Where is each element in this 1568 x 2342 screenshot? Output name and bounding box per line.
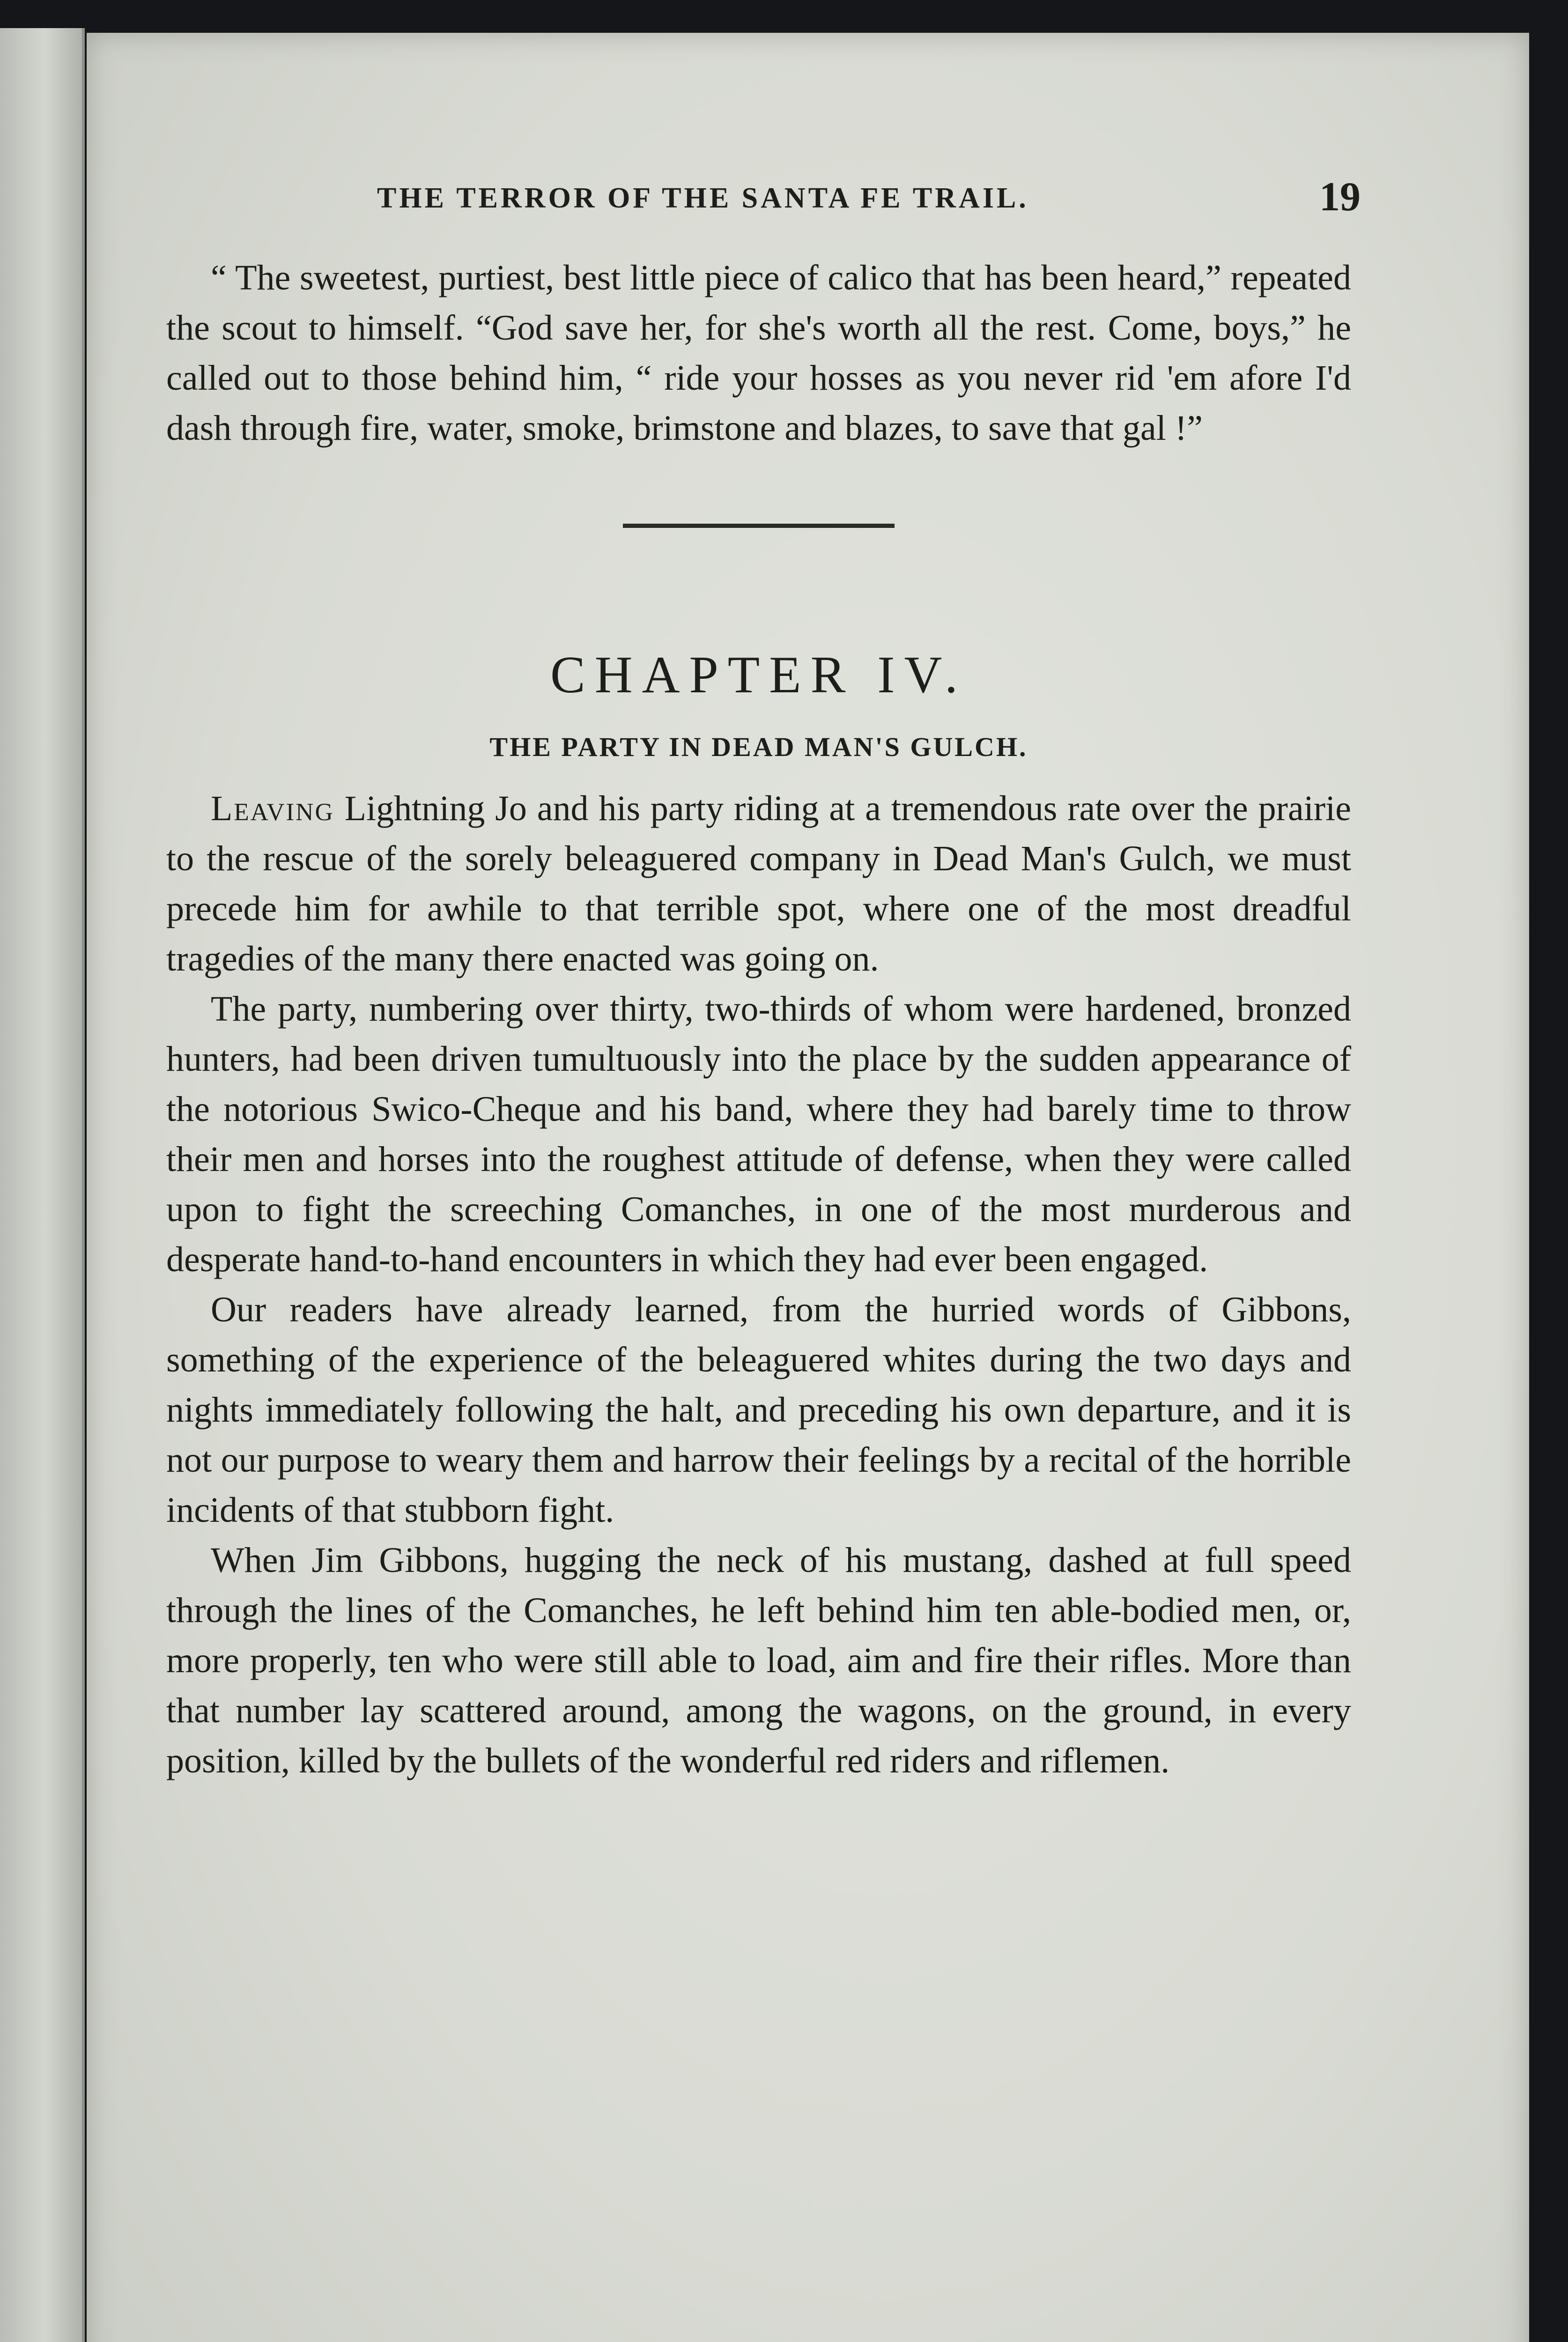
page-text-block [166,173,1361,1786]
chapter-subtitle: THE PARTY IN DEAD MAN'S GULCH. [489,732,1028,762]
opening-paragraph: “ The sweetest, purtiest, best little piece of calico that has been heard,” repeated the scout to himself. “God save her, for she's worth all the rest. Come, boys,” he called out to those behind him, “ ride your hosses as you never rid 'em afore I'd dash through fire, water, smoke, brimstone and blazes, to save that gal !” [166,258,1351,448]
body-paragraph-4: When Jim Gibbons, hugging the neck of his mustang, dashed at full speed through the lines of the Comanches, he left behind him ten able-bodied men, or, more properly, ten who were still able to load, aim and fire their rifles. More than that number lay scattered around, among the wagons, on the ground, in every position, killed by the bullets of the wonderful red riders and riflemen. [166,1541,1351,1780]
section-divider-rule [623,524,895,528]
body-paragraph-2: The party, numbering over thirty, two-thirds of whom were hardened, bronzed hunters, had been driven tumultuously into the place by the sudden appearance of the notorious Swico-Cheque and his band, where they had barely time to throw their men and horses into the roughest attitude of defense, when they were called upon to fight the screeching Comanches, in one of the most murderous and desperate hand-to-hand encounters in which they had ever been engaged. [166,989,1351,1279]
body-paragraph-1-text: Lightning Jo and his party riding at a tremendous rate over the prairie to the rescue of the sorely beleaguered company in Dead Man's Gulch, we must precede him for awhile to that terrible spot, where one of the most dreadful tragedies of the many there enacted was going on. [166,789,1351,978]
body-paragraph-3: Our readers have already learned, from the hurried words of Gibbons, something of the experience of the beleaguered whites during the two days and nights immediately following the halt, and preceding his own departure, and it is not our purpose to weary them and harrow their feelings by a recital of the horrible incidents of that stubborn fight. [166,1290,1351,1530]
book-page [87,33,1529,2342]
running-title: THE TERROR OF THE SANTA FE TRAIL. [377,182,1029,214]
page-number: 19 [1319,174,1361,220]
body-paragraph-1 [166,784,1351,984]
lead-word: Leaving [211,789,334,828]
running-head [166,173,1361,225]
chapter-title: CHAPTER IV. [550,646,968,704]
previous-page-edge [0,28,85,2342]
